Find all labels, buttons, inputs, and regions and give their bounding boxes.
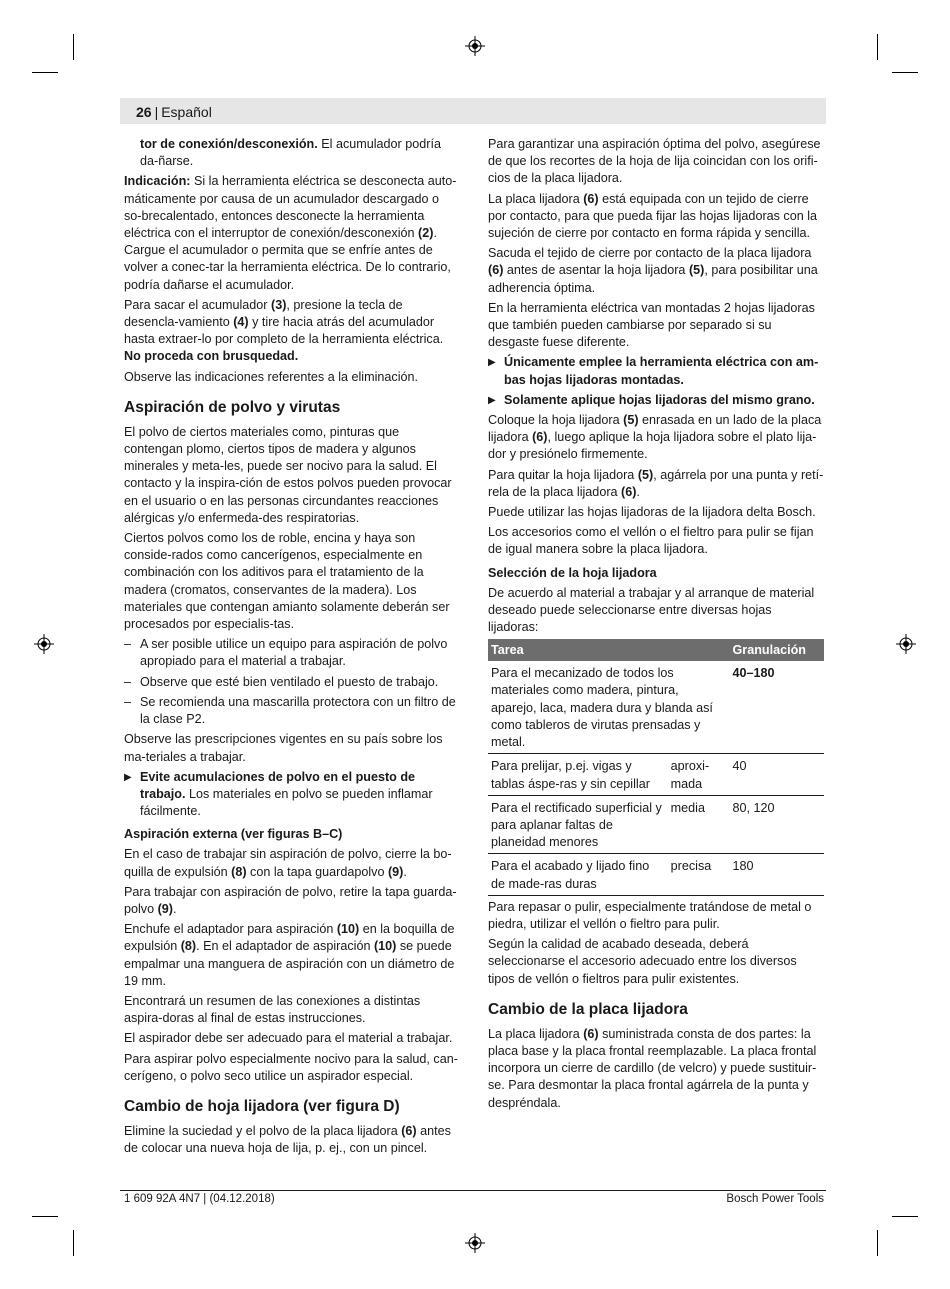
level-cell: precisa	[668, 854, 730, 895]
running-header	[136, 104, 212, 120]
triangle-bullet-icon: ▶	[488, 394, 496, 406]
task-cell: Para el acabado y lijado fino de made-ras duras	[488, 854, 668, 895]
level-cell: aproxi-mada	[668, 754, 730, 795]
right-column	[488, 136, 824, 1115]
paragraph: Para quitar la hoja lijadora (5), agárrela por una punta y retí-rela de la placa lijadora (6).	[488, 467, 824, 499]
triangle-bullet-icon: ▶	[488, 357, 496, 369]
task-cell: Para el mecanizado de todos los materiales como madera, pintura, aparejo, laca, madera dura y blanda así como tableros de virutas prensadas y metal.	[488, 661, 730, 754]
paragraph: El aspirador debe ser adecuado para el material a trabajar.	[124, 1031, 453, 1046]
section-heading: Cambio de hoja lijadora (ver figura D)	[124, 1097, 400, 1115]
paragraph: Los accesorios como el vellón o el fieltro para pulir se fijan de igual manera sobre la placa lijadora.	[488, 525, 814, 557]
triangle-bullet-icon: ▶	[124, 771, 132, 783]
crop-mark	[877, 34, 878, 60]
header-language: Español	[161, 104, 212, 120]
paragraph: Para repasar o pulir, especialmente tratándose de metal o piedra, utilizar el vellón o fieltro para pulir.	[488, 899, 812, 931]
registration-mark-icon	[34, 634, 54, 654]
task-cell: Para prelijar, p.ej. vigas y tablas áspe-ras y sin cepillar	[488, 754, 668, 795]
section-heading: Aspiración de polvo y virutas	[124, 398, 341, 416]
document-code: 1 609 92A 4N7 | (04.12.2018)	[124, 1193, 275, 1205]
page-number: 26	[136, 104, 152, 120]
paragraph: De acuerdo al material a trabajar y al arranque de material deseado puede seleccionarse entre diversas hojas lijadoras:	[488, 585, 815, 635]
table-row	[488, 754, 824, 795]
registration-mark-icon	[465, 1233, 485, 1253]
section-heading: Cambio de la placa lijadora	[488, 1000, 688, 1018]
dash-list-item: – Observe que esté bien ventilado el puesto de trabajo.	[124, 674, 439, 689]
crop-mark	[877, 1230, 878, 1256]
paragraph: Coloque la hoja lijadora (5) enrasada en un lado de la placa lijadora (6), luego aplique la hoja lijadora sobre el plato lija-dor y presiónelo firmemente.	[488, 413, 822, 462]
dash-list-item: – Se recomienda una mascarilla protectora con un filtro de la clase P2.	[124, 694, 456, 727]
dash-list-item: – A ser posible utilice un equipo para aspiración de polvo apropiado para el material a trabajar.	[124, 637, 448, 669]
grain-cell: 180	[730, 854, 825, 895]
column-header-grain: Granulación	[730, 639, 825, 661]
paragraph: El polvo de ciertos materiales como, pinturas que contengan plomo, ciertos tipos de madera y algunos minerales y meta-les, puede ser nocivo para la salud. El contacto y la inspira-ción de estos polvos pueden provocar en el usuario o en las personas circundantes reacciones alérgicas y/o enfermeda-des respiratorias.	[124, 424, 452, 525]
header-separator: |	[154, 104, 159, 120]
paragraph: Observe las prescripciones vigentes en su país sobre los ma-teriales a trabajar.	[124, 732, 443, 764]
registration-mark-icon	[465, 36, 485, 56]
crop-mark	[32, 1216, 58, 1217]
warning-item: ▶ Únicamente emplee la herramienta eléctrica con am-bas hojas lijadoras montadas.	[488, 354, 824, 388]
column-header-task: Tarea	[488, 639, 730, 661]
paragraph: Para garantizar una aspiración óptima del polvo, asegúrese de que los recortes de la hoja de lija coincidan con los orifi-cios de la placa lijadora.	[488, 137, 821, 186]
paragraph: La placa lijadora (6) está equipada con un tejido de cierre por contacto, para que pueda fijar las hojas lijadoras con la sujeción de cierre por contacto en forma rápida y sencilla.	[488, 191, 818, 241]
paragraph: Ciertos polvos como los de roble, encina y haya son conside-rados como cancerígenos, especialmente en combinación con los aditivos para el tratamiento de la madera (cromatos, conservantes de la madera). Los materiales que contengan amianto solamente deberán ser procesados por especialis-tas.	[124, 531, 450, 632]
grain-cell: 80, 120	[730, 795, 825, 854]
paragraph: Para trabajar con aspiración de polvo, retire la tapa guarda-polvo (9).	[124, 884, 457, 916]
paragraph: Puede utilizar las hojas lijadoras de la lijadora delta Bosch.	[488, 505, 816, 520]
crop-mark	[73, 34, 74, 60]
table-row	[488, 854, 824, 895]
paragraph: Observe las indicaciones referentes a la eliminación.	[124, 369, 419, 384]
paragraph: Encontrará un resumen de las conexiones a distintas aspira-doras al final de estas instrucciones.	[124, 993, 421, 1026]
table-row	[488, 661, 824, 754]
paragraph: Para aspirar polvo especialmente nocivo para la salud, can-cerígeno, o polvo seco utilice un aspirador especial.	[124, 1051, 458, 1083]
grain-cell: 40	[730, 754, 825, 795]
paragraph: Enchufe el adaptador para aspiración (10) en la boquilla de expulsión (8). En el adaptador de aspiración (10) se puede empalmar una manguera de aspiración con un diámetro de 19 mm.	[124, 922, 455, 988]
paragraph: La placa lijadora (6) suministrada consta de dos partes: la placa base y la placa frontal reemplazable. La placa frontal incorpora un cierre de cardillo (de velcro) y puede sustituir-se. Para desmontar la placa frontal agárrela de la punta y despréndala.	[488, 1026, 817, 1110]
paragraph: Según la calidad de acabado deseada, deberá seleccionarse el accesorio adecuado entre los diversos tipos de vellón o fieltros para pulir existentes.	[488, 937, 797, 986]
level-cell: media	[668, 795, 730, 854]
grain-selection-table	[488, 639, 824, 895]
crop-mark	[32, 72, 58, 73]
table-row	[488, 795, 824, 854]
running-header-band	[120, 98, 826, 124]
subsection-heading: Selección de la hoja lijadora	[488, 565, 657, 580]
footer-rule	[120, 1190, 826, 1191]
paragraph: Indicación: Si la herramienta eléctrica se desconecta auto-máticamente por causa de un acumulador descargado o so-brecalentado, entonces desconecte la herramienta eléctrica con el interruptor de conexión/desconexión (2). Cargue el acumulador o permita que se enfríe antes de volver a conec-tar la herramienta eléctrica. De lo contrario, podría dañarse el acumulador.	[124, 174, 457, 292]
left-column	[124, 136, 460, 1160]
footer-brand: Bosch Power Tools	[726, 1193, 824, 1205]
paragraph: Elimine la suciedad y el polvo de la placa lijadora (6) antes de colocar una nueva hoja de lija, p. ej., con un pincel.	[124, 1123, 451, 1156]
registration-mark-icon	[896, 634, 916, 654]
table-header-row	[488, 639, 824, 661]
warning-item: ▶ Evite acumulaciones de polvo en el puesto de trabajo. Los materiales en polvo se pueden inflamar fácilmente.	[124, 769, 460, 821]
paragraph: En la herramienta eléctrica van montadas 2 hojas lijadoras que también pueden cambiarse por separado si su desgaste fuese diferente.	[488, 300, 815, 350]
grain-cell: 40–180	[730, 661, 825, 754]
task-cell: Para el rectificado superficial y para aplanar faltas de planeidad menores	[488, 795, 668, 854]
paragraph: Sacuda el tejido de cierre por contacto de la placa lijadora (6) antes de asentar la hoja lijadora (5), para posibilitar una adherencia óptima.	[488, 246, 818, 295]
subsection-heading: Aspiración externa (ver figuras B–C)	[124, 827, 343, 842]
warning-item: ▶ Solamente aplique hojas lijadoras del mismo grano.	[488, 392, 824, 409]
paragraph: En el caso de trabajar sin aspiración de polvo, cierre la bo-quilla de expulsión (8) con la tapa guardapolvo (9).	[124, 847, 452, 879]
crop-mark	[73, 1230, 74, 1256]
paragraph: Para sacar el acumulador (3), presione la tecla de desencla-vamiento (4) y tire hacia atrás del acumulador hasta extraer-lo por completo de la herramienta eléctrica. No proceda con brusquedad.	[124, 297, 444, 364]
crop-mark	[892, 72, 918, 73]
crop-mark	[892, 1216, 918, 1217]
paragraph: tor de conexión/desconexión. El acumulador podría da-ñarse.	[140, 137, 441, 169]
